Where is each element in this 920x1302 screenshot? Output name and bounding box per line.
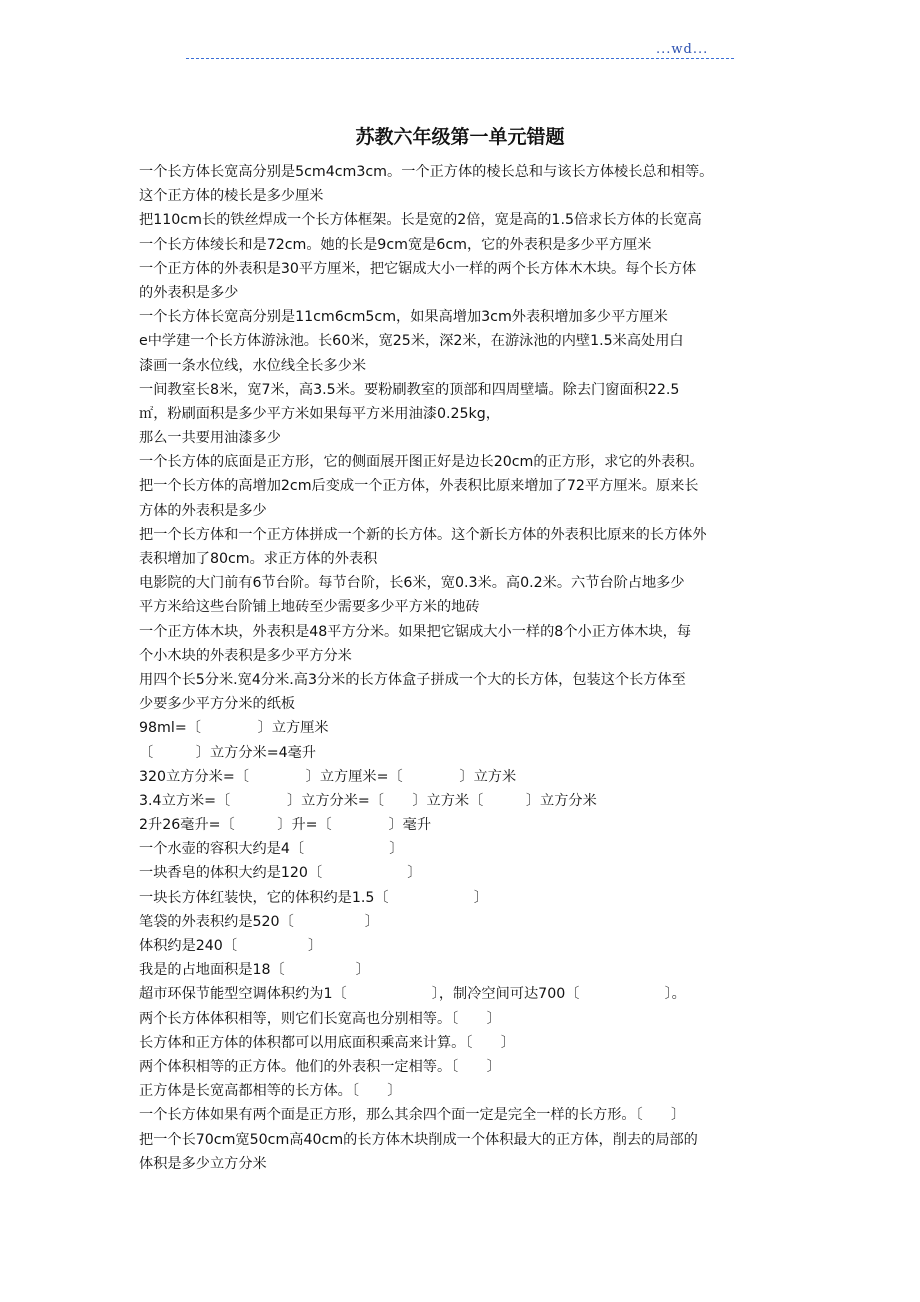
text-line: 一个长方体绫长和是72cm。她的长是9cm宽是6cm，它的外表积是多少平方厘米 <box>139 236 652 253</box>
text-line: 正方体是长宽高都相等的长方体。〔 〕 <box>139 1083 402 1100</box>
header-mark: ...wd... <box>656 42 709 57</box>
text-line: 体积是多少立方分米 <box>139 1155 267 1172</box>
text-line: 我是的占地面积是18〔 〕 <box>139 962 370 979</box>
text-line: 个小木块的外表积是多少平方分米 <box>139 647 352 664</box>
text-line: 一块香皂的体积大约是120〔 〕 <box>139 865 422 882</box>
text-line: 电影院的大门前有6节台阶。每节台阶，长6米，宽0.3米。高0.2米。六节台阶占地多少 <box>139 575 685 592</box>
text-line: 的外表积是多少 <box>139 284 239 301</box>
text-line: 笔袋的外表积约是520〔 〕 <box>139 913 379 930</box>
text-line: 那么一共要用油漆多少 <box>139 430 281 447</box>
text-line: 把一个长70cm宽50cm高40cm的长方体木块削成一个体积最大的正方体，削去的局部的 <box>139 1131 698 1148</box>
text-line: 一个长方体长宽高分别是5cm4cm3cm。一个正方体的棱长总和与该长方体棱长总和相等。 <box>139 164 714 180</box>
document-body <box>139 160 785 1176</box>
text-line: 方体的外表积是多少 <box>139 502 267 519</box>
text-line: 少要多少平方分米的纸板 <box>139 696 296 713</box>
text-line: 一个正方体的外表积是30平方厘米，把它锯成大小一样的两个长方体木木块。每个长方体 <box>139 260 697 277</box>
text-line: 把一个长方体的高增加2cm后变成一个正方体，外表积比原来增加了72平方厘米。原来长 <box>139 478 699 495</box>
text-line: 一个水壶的容积大约是4〔 〕 <box>139 841 404 858</box>
text-line: 一个长方体长宽高分别是11cm6cm5cm，如果高增加3cm外表积增加多少平方厘米 <box>139 309 668 326</box>
header-dashed-rule <box>186 58 734 59</box>
text-line: 一块长方体红装快，它的体积约是1.5〔 〕 <box>139 889 488 906</box>
text-line: 一个正方体木块，外表积是48平方分米。如果把它锯成大小一样的8个小正方体木块，每 <box>139 623 692 640</box>
text-line: 用四个长5分米.宽4分米.高3分米的长方体盒子拼成一个大的长方体，包装这个长方体至 <box>139 671 686 688</box>
text-line: 3.4立方米=〔 〕立方分米=〔 〕立方米〔 〕立方分米 <box>139 792 597 809</box>
text-line: 98ml=〔 〕立方厘米 <box>139 720 329 737</box>
text-line: 把110cm长的铁丝焊成一个长方体框架。长是宽的2倍，宽是高的1.5倍求长方体的长宽高 <box>139 212 702 229</box>
text-line: 一个长方体如果有两个面是正方形，那么其余四个面一定是完全一样的长方形。〔 〕 <box>139 1107 686 1124</box>
text-line: 〔 〕立方分米=4毫升 <box>139 744 316 761</box>
text-line: 体积约是240〔 〕 <box>139 938 323 954</box>
text-line: e中学建一个长方体游泳池。长60米，宽25米，深2米，在游泳池的内壁1.5米高处用白 <box>139 333 684 350</box>
text-line: ㎡，粉刷面积是多少平方米如果每平方米用油漆0.25kg， <box>139 405 500 422</box>
text-line: 漆画一条水位线，水位线全长多少米 <box>139 357 367 374</box>
text-line: 两个体积相等的正方体。他们的外表积一定相等。〔 〕 <box>139 1058 501 1075</box>
page-title: 苏教六年级第一单元错题 <box>355 126 565 148</box>
text-line: 一间教室长8米，宽7米，高3.5米。要粉刷教室的顶部和四周壁墙。除去门窗面积22.5 <box>139 381 680 398</box>
text-line: 超市环保节能型空调体积约为1〔 〕，制冷空间可达700〔 〕。 <box>139 986 686 1003</box>
text-line: 320立方分米=〔 〕立方厘米=〔 〕立方米 <box>139 768 517 785</box>
text-line: 2升26毫升=〔 〕升=〔 〕毫升 <box>139 817 432 834</box>
text-line: 一个长方体的底面是正方形，它的侧面展开图正好是边长20cm的正方形，求它的外表积。 <box>139 454 704 471</box>
text-line: 两个长方体体积相等，则它们长宽高也分别相等。〔 〕 <box>139 1010 501 1027</box>
text-line: 平方米给这些台阶铺上地砖至少需要多少平方米的地砖 <box>139 599 480 616</box>
text-line: 长方体和正方体的体积都可以用底面积乘高来计算。〔 〕 <box>139 1034 515 1051</box>
text-line: 把一个长方体和一个正方体拼成一个新的长方体。这个新长方体的外表积比原来的长方体外 <box>139 526 707 543</box>
text-line: 这个正方体的棱长是多少厘米 <box>139 188 324 205</box>
text-line: 表积增加了80cm。求正方体的外表积 <box>139 551 378 567</box>
